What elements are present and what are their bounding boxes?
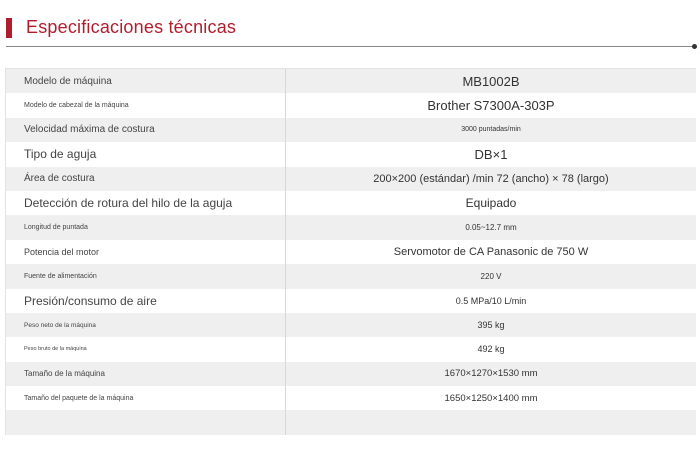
- spec-label: [6, 410, 286, 434]
- spec-label: Potencia del motor: [6, 240, 286, 264]
- spec-value: 492 kg: [477, 344, 505, 355]
- spec-value: DB×1: [474, 146, 508, 162]
- table-row: [6, 191, 696, 215]
- table-row: [6, 93, 696, 117]
- spec-value: 395 kg: [477, 320, 505, 331]
- table-row: [6, 313, 696, 337]
- table-row: [6, 167, 696, 191]
- spec-value: 200×200 (estándar) /min 72 (ancho) × 78 (largo): [373, 172, 609, 185]
- accent-bar: [6, 18, 12, 38]
- table-row: [6, 264, 696, 288]
- spec-label: Tipo de aguja: [6, 142, 286, 166]
- table-row: [6, 289, 696, 313]
- spec-value: 0.05~12.7 mm: [465, 223, 517, 233]
- table-row: [6, 118, 696, 142]
- spec-label: Velocidad máxima de costura: [6, 118, 286, 142]
- table-row: [6, 69, 696, 93]
- spec-value: 1670×1270×1530 mm: [444, 368, 538, 380]
- spec-value: 1650×1250×1400 mm: [444, 392, 538, 404]
- spec-label: Detección de rotura del hilo de la aguja: [6, 191, 286, 215]
- spec-label: Presión/consumo de aire: [6, 289, 286, 313]
- spec-label: Tamaño de la máquina: [6, 362, 286, 386]
- spec-label: Peso bruto de la máquina: [6, 337, 286, 361]
- spec-value: MB1002B: [462, 73, 520, 89]
- table-row: [6, 362, 696, 386]
- spec-value: 0.5 MPa/10 L/min: [455, 295, 527, 306]
- spec-label: Longitud de puntada: [6, 215, 286, 239]
- table-row: [6, 240, 696, 264]
- table-row: [6, 386, 696, 410]
- spec-value: Servomotor de CA Panasonic de 750 W: [393, 245, 589, 258]
- spec-value: Brother S7300A-303P: [427, 98, 555, 114]
- spec-label: Peso neto de la máquina: [6, 313, 286, 337]
- divider-dot: [692, 44, 697, 49]
- spec-label: Modelo de cabezal de la máquina: [6, 93, 286, 117]
- divider: [6, 46, 694, 47]
- spec-label: Modelo de máquina: [6, 69, 286, 93]
- spec-label: Área de costura: [6, 167, 286, 191]
- table-row: [6, 337, 696, 361]
- section-header: [0, 0, 700, 50]
- table-row: [6, 142, 696, 166]
- spec-value: [286, 410, 696, 434]
- table-row: [6, 215, 696, 239]
- specifications-table: [5, 68, 696, 435]
- spec-label: Fuente de alimentación: [6, 264, 286, 288]
- spec-value: Equipado: [465, 196, 517, 211]
- spec-value: 220 V: [480, 271, 502, 281]
- page-title: Especificaciones técnicas: [26, 17, 237, 37]
- spec-value: 3000 puntadas/min: [461, 126, 521, 134]
- spec-label: Tamaño del paquete de la máquina: [6, 386, 286, 410]
- table-row: [6, 410, 696, 434]
